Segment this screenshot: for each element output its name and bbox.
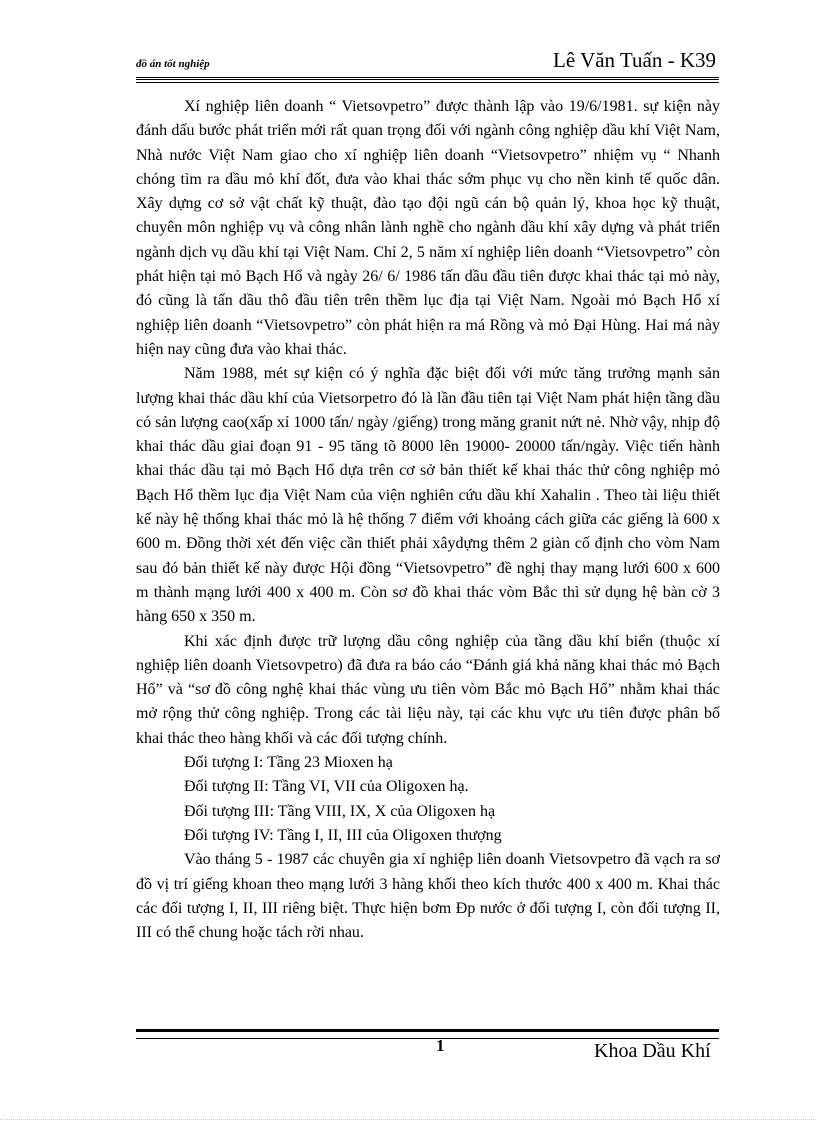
page-bottom-edge — [0, 1119, 816, 1120]
list-item: Đối tượng IV: Tầng I, II, III của Oligoxen thượng — [184, 826, 502, 844]
list-item: Đối tượng II: Tầng VI, VII của Oligoxen hạ. — [184, 778, 469, 796]
page-header — [136, 48, 716, 78]
footer-department: Khoa Dầu Khí — [594, 1040, 711, 1062]
list-item: Đối tượng I: Tầng 23 Mioxen hạ — [184, 754, 393, 772]
list-item: Đối tượng III: Tầng VIII, IX, X của Oligoxen hạ — [184, 802, 496, 820]
header-document-type: đồ án tốt nghiệp — [136, 58, 210, 70]
paragraph: Xí nghiệp liên doanh “ Vietsovpetro” được thành lập vào 19/6/1981. sự kiện này đánh dấu bước phát triển mới rất quan trọng đối với ngành công nghiệp dầu khí Việt Nam, Nhà nước Việt Nam giao cho xí nghiệp liên doanh “Vietsovpetro” nhiệm vụ “ Nhanh chóng tìm ra dầu mỏ khí đốt, đưa vào khai thác sớm phục vụ cho nền kinh tế quốc dân. Xây dựng cơ sở vật chất kỹ thuật, đào tạo đội ngũ cán bộ quản lý, khoa học kỹ thuật, chuyên môn nghiệp vụ và công nhân lành nghề cho ngành dầu khí xây dựng và phát triển ngành dịch vụ dầu khí tại Việt Nam. Chỉ 2, 5 năm xí nghiệp liên doanh “Vietsovpetro” còn phát hiện tại mỏ Bạch Hổ và ngày 26/ 6/ 1986 tấn dầu đầu tiên được khai thác tại mỏ này, đó cũng là tấn dầu thô đầu tiên trên thềm lục địa tại Việt Nam. Ngoài mỏ Bạch Hổ xí nghiệp liên doanh “Vietsovpetro” còn phát hiện ra má Rồng và mỏ Đại Hùng. Hai má này hiện nay cũng đưa vào khai thác. — [136, 98, 720, 358]
paragraph: Khi xác định được trữ lượng dầu công nghiệp của tầng dầu khí biển (thuộc xí nghiệp liên doanh Vietsovpetro) đã đưa ra báo cáo “Đánh giá khả năng khai thác mỏ Bạch Hổ” và “sơ đồ công nghệ khai thác vùng ưu tiên vòm Bắc mỏ Bạch Hổ” nhằm khai thác mở rộng thử công nghiệp. Trong các tài liệu này, tại các khu vực ưu tiên được phân bố khai thác theo hàng khối và các đối tượng chính. — [136, 632, 720, 747]
paragraph: Năm 1988, mét sự kiện có ý nghĩa đặc biệt đối với mức tăng trưởng mạnh sản lượng khai thác dầu khí của Vietsorpetro đó là lần đầu tiên tại Việt Nam phát hiện tầng dầu có sản lượng cao(xấp xỉ 1000 tấn/ ngày /giếng) trong măng granit nứt nẻ. Nhờ vậy, nhịp độ khai thác dầu giai đoạn 91 - 95 tăng tõ 8000 lên 19000- 20000 tấn/ngày. Việc tiến hành khai thác dầu tại mỏ Bạch Hổ dựa trên cơ sở bản thiết kế khai thác thử công nghiệp mỏ Bạch Hổ thềm lục địa Việt Nam của viện nghiên cứu dầu khí Xahalin . Theo tài liệu thiết kế này hệ thống khai thác mỏ là hệ thống 7 điểm với khoảng cách giữa các giếng là 600 x 600 m. Đồng thời xét đến việc cần thiết phải xâydựng thêm 2 giàn cố định cho vòm Nam sau đó bản thiết kế này được Hội đồng “Vietsovpetro” đề nghị thay mạng lưới 600 x 600 m thành mạng lưới 400 x 400 m. Còn sơ đồ khai thác vòm Bắc thì sử dụng hệ bàn cờ 3 hàng 650 x 350 m. — [136, 365, 720, 626]
page-number: 1 — [436, 1036, 445, 1055]
document-body — [136, 95, 720, 945]
header-author: Lê Văn Tuấn - K39 — [553, 48, 716, 72]
footer-divider — [136, 1029, 719, 1039]
paragraph: Vào tháng 5 - 1987 các chuyên gia xí nghiệp liên doanh Vietsovpetro đã vạch ra sơ đồ vị trí giếng khoan theo mạng lưới 3 hàng khối theo kích thước 400 x 400 m. Khai thác các đối tượng I, II, III riêng biệt. Thực hiện bơm Ðp nước ở đối tượng I, còn đối tượng II, III có thể chung hoặc tách rời nhau. — [136, 851, 720, 942]
header-divider — [136, 77, 719, 83]
